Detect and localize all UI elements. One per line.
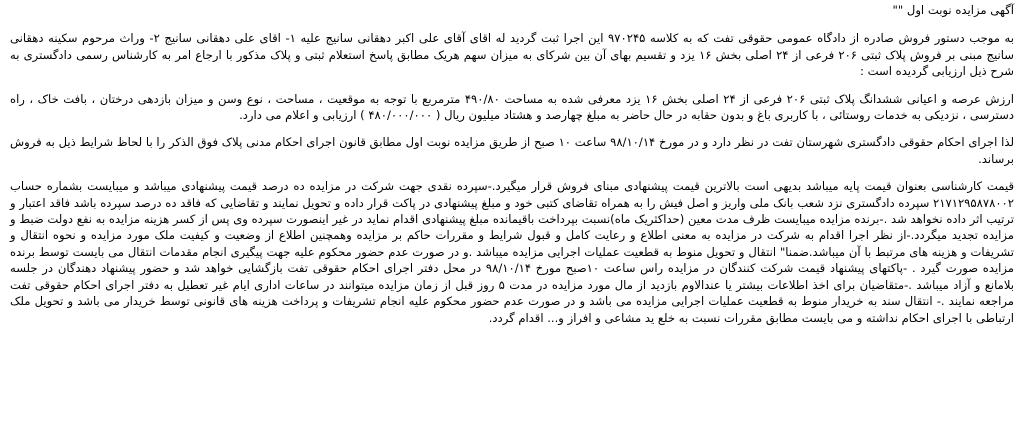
notice-paragraph-conditions: قیمت کارشناسی بعنوان قیمت پایه میباشد بدیهی است بالاترین قیمت پیشنهادی مبنای فروش قرار میگیرد.-سپرده نقدی جهت شرکت در مزایده ده درصد قیمت پیشنهادی میباشد و میبایست بشماره حساب ۲۱۷۱۲۹۵۸۷۸۰۰۲ سپرده دادگستری نزد شعب بانک ملی واریز و اصل فیش را به همراه تقاضای کتبی خود و مبلغ پیشنهادی در پاکت قرار داده و تحویل نمایند و تقاضایی که فاقد ده درصد سپرده باشد فاقد اعتبار و ترتیب اثر داده نخواهد شد .-برنده مزایده میبایست ظرف مدت معین (حداکثریک ماه)نسبت بپرداخت باقیمانده مبلغ پیشنهادی اقدام نماید در غیر اینصورت سپرده وی پس از کسر هزینه مزایده به نفع دولت ضبط و مزایده تجدید میگردد.-از نظر اجرا اقدام به شرکت در مزایده به معنی اطلاع و رعایت کامل و قبول شرایط و مقررات حاکم بر مزایده وهمچنین اطلاع از وضعیت و کیفیت ملک مورد مزایده و نحوه انتقال و تشریفات و هزینه های مرتبط با آن میباشد.ضمنا" انتقال و تحویل منوط به قطعیت عملیات اجرایی مزایده میباشد .و در صورت عدم حضور محکوم علیه جهت پیگیری انجام مقدمات انتقال می بایست توسط برنده مزایده صورت گیرد . -پاکتهای پیشنهاد قیمت شرکت کنندگان در مزایده راس ساعت ۱۰صبح مورخ ۹۸/۱۰/۱۴ در محل دفتر اجرای احکام حقوقی تفت بازگشایی خواهد شد و حضور پیشنهاد دهندگان در جلسه بلامانع و آزاد میباشد .-متقاضیان برای اخذ اطلاعات بیشتر یا عندالاوم بازدید از مال مورد مزایده در مدت ۵ روز قبل از زمان مزایده میتوانند در ساعات اداری ایام غیر تعطیل به دفتر اجرای احکام حقوقی تفت مراجعه نمایند .- انتقال سند به خریدار منوط به قطعیت عملیات اجرایی مزایده می باشد و در صورت عدم حضور محکوم علیه انجام تشریفات و پرداخت هزینه های قانونی توسط خریدار می باشد و تحویل ملک ارتباطی با اجرای احکام نداشته و می بایست مطابق مقررات نسبت به خلع ید مشاعی و افراز و... اقدام گردد. <box>10 179 1015 325</box>
notice-paragraph-order: به موجب دستور فروش صادره از دادگاه عمومی حقوقی تفت که به کلاسه ۹۷۰۲۴۵ این اجرا ثبت گردید له اقای آقای علی اکبر دهقانی سانیج علیه ۱- اقای علی دهقانی سانیج ۲- وراث مرحوم سکینه دهقانی سانیج مبنی بر فروش پلاک ثبتی ۲۰۶ فرعی از ۲۴ اصلی بخش ۱۶ یزد و تقسیم بهای آن بین شرکای به میزان سهم هریک مطابق پاسخ استعلام ثبتی و پلاک مذکور با ارجاع امر به کارشناس رسمی دادگستری به شرح ذیل ارزیابی گردیده است : <box>10 31 1015 79</box>
notice-paragraph-valuation: ارزش عرصه و اعیانی ششدانگ پلاک ثبتی ۲۰۶ فرعی از ۲۴ اصلی بخش ۱۶ یزد معرفی شده به مساحت ۴۹۰/۸۰ مترمربع با توجه به موقعیت ، مساحت ، نوع وسن و میزان بازدهی درختان ، بافت خاک ، راه دسترسی ، نزدیکی به خدمات روستائی ، با کاربری باغ و بدون حقابه در حال حاضر به مبلغ چهارصد و هشتاد میلیون ریال ( ۴۸۰/۰۰۰/۰۰۰ ) ارزیابی و اعلام می دارد. <box>10 91 1015 123</box>
notice-title: آگهی مزایده نوبت اول "" <box>892 3 1014 17</box>
notice-paragraph-auction-date: لذا اجرای احکام حقوقی دادگستری شهرستان تفت در نظر دارد و در مورخ ۹۸/۱۰/۱۴ ساعت ۱۰ صبح از طریق مزایده نوبت اول مطابق قانون اجرای احکام مدنی پلاک فوق الذکر را با لحاظ شرایط ذیل به فروش برساند. <box>10 135 1014 166</box>
